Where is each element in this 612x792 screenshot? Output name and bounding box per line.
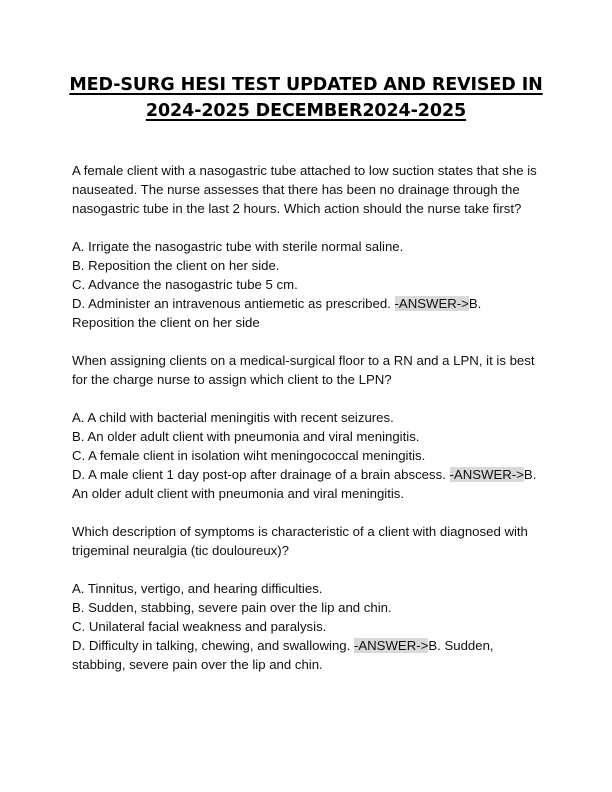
answer-text-1: B. Reposition the client on her side [72,296,482,330]
option-c-2: C. A female client in isolation wiht meningococcal meningitis. [72,448,426,463]
option-d-1: D. Administer an intravenous antiemetic as prescribed. [72,296,395,311]
option-d-2: D. A male client 1 day post-op after drainage of a brain abscess. [72,467,450,482]
option-d-with-answer-1 [72,294,540,332]
question-block-1 [72,161,540,332]
answer-marker-2: -ANSWER-> [449,467,524,482]
options-2 [72,408,540,503]
option-c-1: C. Advance the nasogastric tube 5 cm. [72,277,298,292]
options-1 [72,237,540,332]
title-line-2: 2024-2025 DECEMBER2024-2025 [145,101,467,121]
option-a-3: A. Tinnitus, vertigo, and hearing difficulties. [72,581,323,596]
question-stem-3: Which description of symptoms is characteristic of a client with diagnosed with trigeminal neuralgia (tic douloureux)? [72,524,528,558]
option-a-1: A. Irrigate the nasogastric tube with sterile normal saline. [72,239,404,254]
option-b-2: B. An older adult client with pneumonia and viral meningitis. [72,429,420,444]
answer-marker-3: -ANSWER-> [353,638,429,653]
option-d-with-answer-2 [72,465,540,503]
option-b-3: B. Sudden, stabbing, severe pain over the lip and chin. [72,600,392,615]
options-3 [72,579,540,674]
option-c-3: C. Unilateral facial weakness and paralysis. [72,619,327,634]
question-list [72,161,540,674]
question-block-3 [72,522,540,674]
question-stem-2: When assigning clients on a medical-surgical floor to a RN and a LPN, it is best for the charge nurse to assign which client to the LPN? [72,353,535,387]
answer-text-3: B. Sudden, stabbing, severe pain over the lip and chin. [72,638,494,672]
answer-marker-1: -ANSWER-> [394,296,469,311]
option-d-with-answer-3 [72,636,540,674]
answer-text-2: B. An older adult client with pneumonia and viral meningitis. [72,467,537,501]
title-line-1: MED-SURG HESI TEST UPDATED AND REVISED IN [69,75,543,95]
document-title [64,72,548,124]
option-b-1: B. Reposition the client on her side. [72,258,280,273]
question-stem-1: A female client with a nasogastric tube attached to low suction states that she is nauseated. The nurse assesses that there has been no drainage through the nasogastric tube in the last 2 hours. Which action should the nurse take first? [72,163,537,216]
question-block-2 [72,351,540,503]
option-d-3: D. Difficulty in talking, chewing, and swallowing. [72,638,354,653]
option-a-2: A. A child with bacterial meningitis with recent seizures. [72,410,394,425]
